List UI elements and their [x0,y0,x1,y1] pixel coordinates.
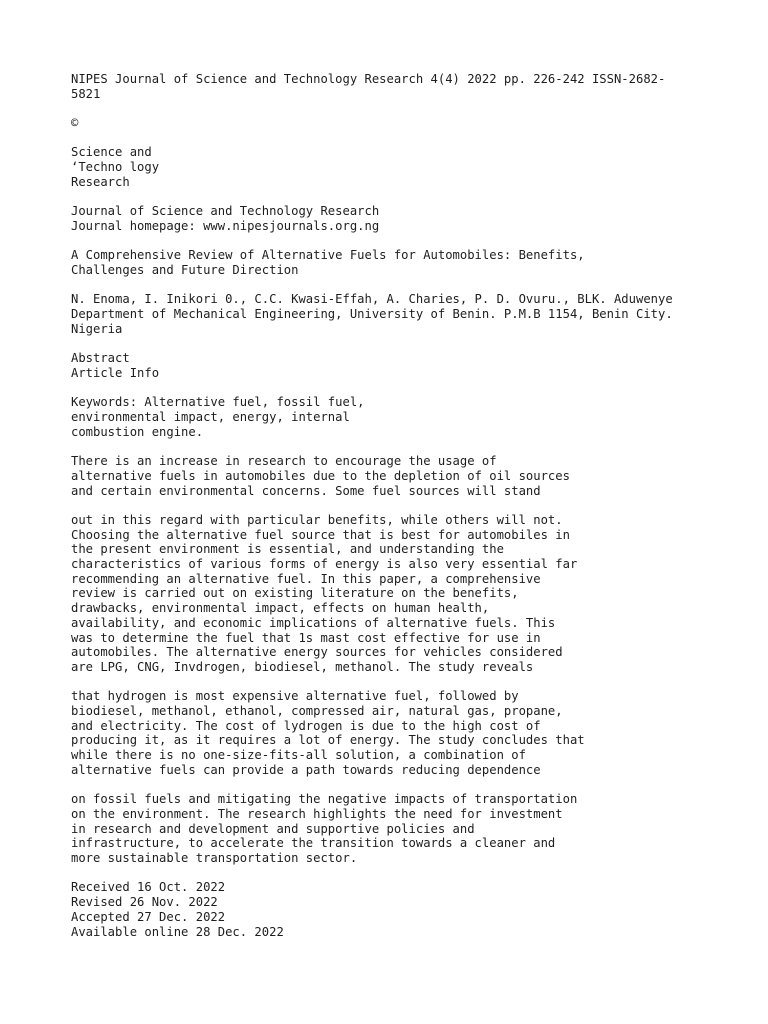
author-block [71,292,711,336]
paper-title-line: A Comprehensive Review of Alternative Fuels for Automobiles: Benefits, [71,248,585,263]
author-names: N. Enoma, I. Inikori 0., C.C. Kwasi-Effah, A. Charies, P. D. Ovuru., BLK. Aduwenye [71,292,673,307]
spacer [71,190,711,205]
abstract-line: more sustainable transportation sector. [71,851,358,866]
abstract-line: There is an increase in research to encourage the usage of [71,454,497,469]
journal-header [71,72,711,101]
abstract-line: producing it, as it requires a lot of energy. The study concludes that [71,733,585,748]
spacer [71,866,711,881]
abstract-line: was to determine the fuel that 1s mast cost effective for use in [71,630,541,645]
spacer [71,278,711,293]
document-page [71,72,711,939]
abstract-paragraph [71,689,711,777]
article-dates [71,880,711,939]
abstract-paragraph [71,792,711,866]
abstract-line: alternative fuels can provide a path towards reducing dependence [71,762,541,777]
spacer [71,131,711,146]
abstract-line: automobiles. The alternative energy sources for vehicles considered [71,645,563,660]
spacer [71,498,711,513]
abstract-line: the present environment is essential, and understanding the [71,542,504,557]
spacer [71,101,711,116]
spacer [71,381,711,396]
logo-text-line: Science and [71,145,152,160]
abstract-heading: Abstract [71,351,130,366]
abstract-line: are LPG, CNG, Invdrogen, biodiesel, methanol. The study reveals [71,659,534,674]
section-labels [71,351,711,380]
abstract-paragraph [71,454,711,498]
spacer [71,778,711,793]
journal-header-line: NIPES Journal of Science and Technology Research 4(4) 2022 pp. 226-242 ISSN-2682- [71,72,666,86]
abstract-line: and certain environmental concerns. Some fuel sources will stand [71,483,541,498]
spacer [71,675,711,690]
logo-text-line: Research [71,174,130,189]
abstract-line: review is carried out on existing literature on the benefits, [71,586,519,601]
paper-title-line: Challenges and Future Direction [71,263,299,278]
author-affiliation: Nigeria [71,321,123,336]
spacer [71,234,711,249]
paper-title [71,248,711,277]
received-date: Received 16 Oct. 2022 [71,880,226,895]
abstract-line: while there is no one-size-fits-all solution, a combination of [71,748,526,763]
spacer [71,337,711,352]
abstract-line: in research and development and supportive policies and [71,821,475,836]
abstract-line: that hydrogen is most expensive alternative fuel, followed by [71,689,519,704]
abstract-line: infrastructure, to accelerate the transition towards a cleaner and [71,836,556,851]
keywords-line: combustion engine. [71,424,204,439]
abstract-line: drawbacks, environmental impact, effects on human health, [71,601,490,616]
abstract-line: on fossil fuels and mitigating the negative impacts of transportation [71,792,578,807]
journal-logo-text [71,145,711,189]
journal-homepage: Journal homepage: www.nipesjournals.org.ng [71,218,380,233]
abstract-line: and electricity. The cost of lydrogen is due to the high cost of [71,718,541,733]
abstract-line: recommending an alternative fuel. In this paper, a comprehensive [71,571,541,586]
keywords-line: environmental impact, energy, internal [71,410,350,425]
abstract-line: availability, and economic implications of alternative fuels. This [71,615,556,630]
abstract-line: alternative fuels in automobiles due to the depletion of oil sources [71,468,570,483]
copyright-symbol: © [71,116,79,131]
keywords-block [71,395,711,439]
keywords-line: Keywords: Alternative fuel, fossil fuel, [71,395,365,410]
abstract-paragraph [71,513,711,675]
journal-info [71,204,711,233]
abstract-line: Choosing the alternative fuel source that is best for automobiles in [71,527,570,542]
article-info-heading: Article Info [71,365,160,380]
author-affiliation: Department of Mechanical Engineering, University of Benin. P.M.B 1154, Benin City. [71,307,673,322]
abstract-line: out in this regard with particular benefits, while others will not. [71,512,563,527]
logo-text-line: ‘Techno logy [71,160,160,175]
accepted-date: Accepted 27 Dec. 2022 [71,909,226,924]
abstract-line: on the environment. The research highlights the need for investment [71,806,563,821]
abstract-line: biodiesel, methanol, ethanol, compressed air, natural gas, propane, [71,704,563,719]
journal-header-line: 5821 [71,86,101,101]
spacer [71,439,711,454]
journal-name: Journal of Science and Technology Research [71,204,380,219]
abstract-line: characteristics of various forms of energy is also very essential far [71,557,578,572]
revised-date: Revised 26 Nov. 2022 [71,895,218,910]
available-online-date: Available online 28 Dec. 2022 [71,924,284,939]
